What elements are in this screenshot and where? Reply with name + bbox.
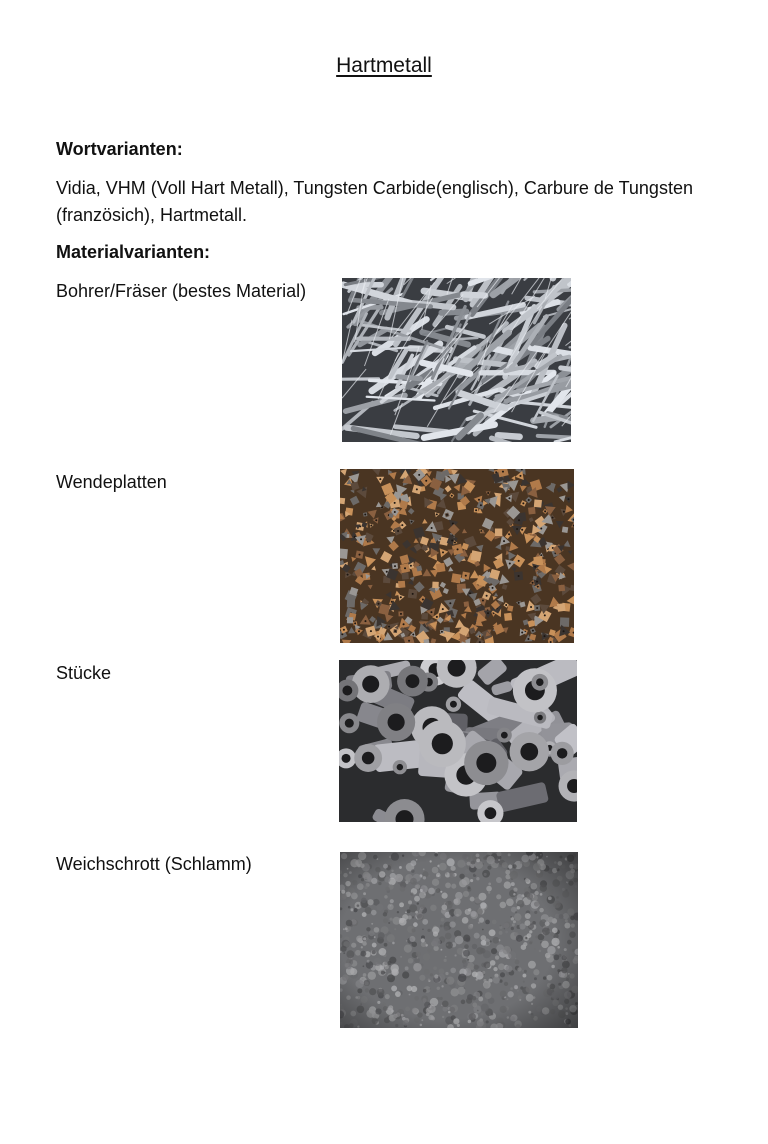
material-label-sludge: Weichschrott (Schlamm) xyxy=(56,854,252,874)
inserts-photo xyxy=(340,469,574,643)
page-title: Hartmetall xyxy=(336,54,432,77)
material-label-drills: Bohrer/Fräser (bestes Material) xyxy=(56,281,307,301)
drills-mills-photo xyxy=(342,278,571,442)
material-variants-heading: Materialvarianten: xyxy=(56,242,211,262)
sludge-photo xyxy=(340,852,578,1028)
word-variants-heading: Wortvarianten: xyxy=(56,139,183,159)
material-label-pieces: Stücke xyxy=(56,663,112,683)
word-variants-text: Vidia, VHM (Voll Hart Metall), Tungsten Carbide(englisch), Carbure de Tungsten (französich), Hartmetall. xyxy=(56,178,693,225)
material-label-inserts: Wendeplatten xyxy=(56,472,167,492)
pieces-photo xyxy=(339,660,577,822)
